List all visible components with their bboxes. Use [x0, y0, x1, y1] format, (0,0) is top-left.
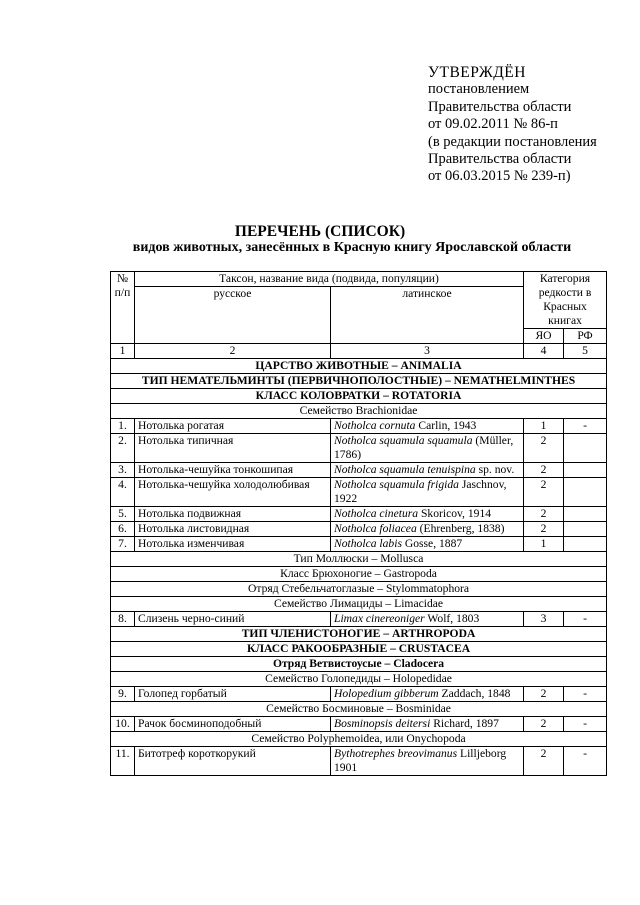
family-heading: Семейство Босминовые – Bosminidae: [111, 702, 607, 717]
row-russian-name: Нотолька рогатая: [135, 419, 331, 434]
table-row: [111, 537, 607, 552]
row-russian-name: Нотолька-чешуйка холодолюбивая: [135, 478, 331, 507]
row-number: 3.: [111, 463, 135, 478]
section-row: [111, 642, 607, 657]
row-russian-name: Нотолька-чешуйка тонкошипая: [135, 463, 331, 478]
row-category-yao: 2: [524, 463, 564, 478]
approval-block: [428, 64, 628, 186]
row-latin-name: Bosminopsis deitersi Richard, 1897: [331, 717, 524, 732]
header-category: Категория редкости в Красных книгах: [524, 272, 607, 329]
row-category-rf: [564, 463, 607, 478]
section-row: [111, 552, 607, 567]
row-number: 5.: [111, 507, 135, 522]
document-title: ПЕРЕЧЕНЬ (СПИСОК): [234, 223, 406, 240]
row-russian-name: Нотолька изменчивая: [135, 537, 331, 552]
row-number: 2.: [111, 434, 135, 463]
row-latin-name: Notholca squamula squamula (Müller, 1786): [331, 434, 524, 463]
approval-line: постановлением: [428, 81, 530, 98]
table-row: [111, 522, 607, 537]
column-number: 3: [331, 344, 524, 359]
section-row: [111, 389, 607, 404]
column-number: 5: [564, 344, 607, 359]
row-russian-name: Нотолька подвижная: [135, 507, 331, 522]
approval-line: Правительства области: [428, 151, 572, 168]
class-heading: КЛАСС РАКООБРАЗНЫЕ – CRUSTACEA: [111, 642, 607, 657]
phylum-heading: ТИП ЧЛЕНИСТОНОГИЕ – ARTHROPODA: [111, 627, 607, 642]
section-row: [111, 597, 607, 612]
row-category-yao: 2: [524, 687, 564, 702]
table-row: [111, 747, 607, 776]
row-category-yao: 2: [524, 434, 564, 463]
header-latin: латинское: [331, 287, 524, 344]
class-heading: Класс Брюхоногие – Gastropoda: [111, 567, 607, 582]
approval-line: УТВЕРЖДЁН: [428, 64, 526, 81]
row-russian-name: Голопед горбатый: [135, 687, 331, 702]
section-row: [111, 657, 607, 672]
row-russian-name: Нотолька листовидная: [135, 522, 331, 537]
row-number: 9.: [111, 687, 135, 702]
row-latin-name: Holopedium gibberum Zaddach, 1848: [331, 687, 524, 702]
row-category-rf: [564, 522, 607, 537]
row-latin-name: Notholca cornuta Carlin, 1943: [331, 419, 524, 434]
row-latin-name: Limax cinereoniger Wolf, 1803: [331, 612, 524, 627]
row-category-yao: 2: [524, 522, 564, 537]
section-row: [111, 374, 607, 389]
species-table: [110, 271, 607, 776]
table-row: [111, 478, 607, 507]
phylum-heading: Тип Моллюски – Mollusca: [111, 552, 607, 567]
row-russian-name: Нотолька типичная: [135, 434, 331, 463]
family-heading: Семейство Голопедиды – Holopedidae: [111, 672, 607, 687]
row-category-yao: 2: [524, 717, 564, 732]
table-row: [111, 463, 607, 478]
section-row: [111, 672, 607, 687]
column-number: 2: [135, 344, 331, 359]
table-row: [111, 434, 607, 463]
column-numbers-row: [111, 344, 607, 359]
approval-line: от 06.03.2015 № 239-п): [428, 168, 571, 185]
section-row: [111, 732, 607, 747]
row-category-rf: [564, 507, 607, 522]
family-heading: Семейство Polyphemoidea, или Onychopoda: [111, 732, 607, 747]
table-header-row: [111, 272, 607, 287]
section-row: [111, 582, 607, 597]
section-row: [111, 702, 607, 717]
family-heading: Семейство Brachionidae: [111, 404, 607, 419]
row-category-yao: 2: [524, 507, 564, 522]
table-row: [111, 507, 607, 522]
row-category-yao: 3: [524, 612, 564, 627]
row-latin-name: Notholca squamula tenuispina sp. nov.: [331, 463, 524, 478]
row-number: 10.: [111, 717, 135, 732]
row-number: 1.: [111, 419, 135, 434]
row-category-rf: [564, 434, 607, 463]
row-category-yao: 2: [524, 747, 564, 776]
section-row: [111, 404, 607, 419]
header-taxon: Таксон, название вида (подвида, популяции): [135, 272, 524, 287]
header-number: № п/п: [111, 272, 135, 344]
approval-line: Правительства области: [428, 98, 572, 115]
table-row: [111, 687, 607, 702]
row-russian-name: Рачок босминоподобный: [135, 717, 331, 732]
row-category-rf: -: [564, 687, 607, 702]
header-russian: русское: [135, 287, 331, 344]
row-category-yao: 2: [524, 478, 564, 507]
row-number: 6.: [111, 522, 135, 537]
row-category-rf: -: [564, 717, 607, 732]
row-latin-name: Notholca labis Gosse, 1887: [331, 537, 524, 552]
order-heading: Отряд Стебельчатоглазые – Stylommatophora: [111, 582, 607, 597]
row-category-rf: [564, 478, 607, 507]
row-latin-name: Notholca cinetura Skoricov, 1914: [331, 507, 524, 522]
family-heading: Семейство Лимациды – Limacidae: [111, 597, 607, 612]
row-russian-name: Слизень черно-синий: [135, 612, 331, 627]
order-heading: Отряд Ветвистоусые – Cladocera: [111, 657, 607, 672]
row-category-rf: -: [564, 747, 607, 776]
section-row: [111, 359, 607, 374]
row-category-rf: [564, 537, 607, 552]
table-row: [111, 717, 607, 732]
column-number: 4: [524, 344, 564, 359]
row-number: 4.: [111, 478, 135, 507]
class-heading: КЛАСС КОЛОВРАТКИ – ROTATORIA: [111, 389, 607, 404]
row-latin-name: Notholca foliacea (Ehrenberg, 1838): [331, 522, 524, 537]
document-subtitle: видов животных, занесённых в Красную книгу Ярославской области: [132, 240, 572, 255]
section-row: [111, 567, 607, 582]
header-rf: РФ: [564, 329, 607, 344]
approval-line: (в редакции постановления: [428, 133, 597, 150]
row-category-rf: -: [564, 612, 607, 627]
row-category-rf: -: [564, 419, 607, 434]
phylum-heading: ТИП НЕМАТЕЛЬМИНТЫ (ПЕРВИЧНОПОЛОСТНЫЕ) – NEMATHELMINTHES: [111, 374, 607, 389]
section-row: [111, 627, 607, 642]
kingdom-heading: ЦАРСТВО ЖИВОТНЫЕ – ANIMALIA: [111, 359, 607, 374]
table-row: [111, 612, 607, 627]
row-category-yao: 1: [524, 419, 564, 434]
approval-line: от 09.02.2011 № 86-п: [428, 116, 558, 133]
row-latin-name: Bythotrephes breovimanus Lilljeborg 1901: [331, 747, 524, 776]
header-yao: ЯО: [524, 329, 564, 344]
row-number: 11.: [111, 747, 135, 776]
column-number: 1: [111, 344, 135, 359]
row-number: 7.: [111, 537, 135, 552]
row-latin-name: Notholca squamula frigida Jaschnov, 1922: [331, 478, 524, 507]
row-number: 8.: [111, 612, 135, 627]
row-russian-name: Битотреф короткорукий: [135, 747, 331, 776]
row-category-yao: 1: [524, 537, 564, 552]
table-row: [111, 419, 607, 434]
